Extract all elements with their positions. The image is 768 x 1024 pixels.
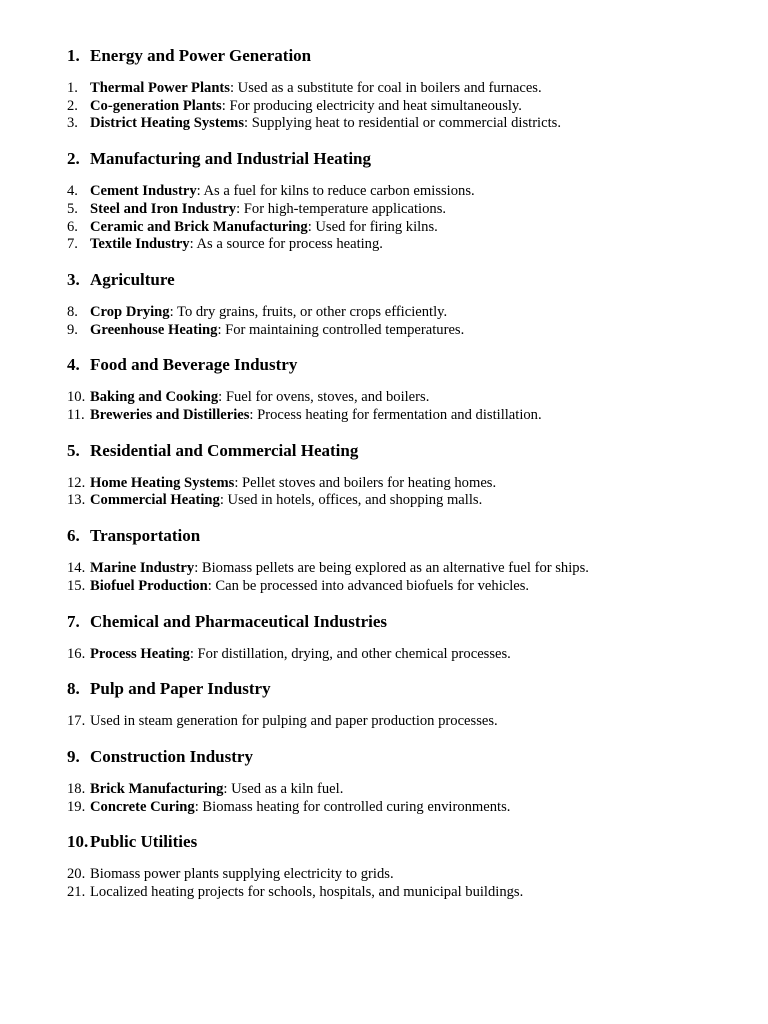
list-item: [67, 492, 728, 510]
item-term: District Heating Systems: [90, 115, 245, 132]
item-term: Breweries and Distilleries: [90, 407, 250, 424]
item-number: 5.: [67, 200, 78, 217]
list-item: [67, 322, 728, 340]
item-term: Greenhouse Heating: [90, 321, 218, 338]
list-item: [67, 713, 728, 731]
section-number: 8.: [67, 679, 80, 699]
section-title: Residential and Commercial Heating: [90, 440, 359, 460]
section-number: 9.: [67, 746, 80, 766]
item-text: : Pellet stoves and boilers for heating homes.: [234, 474, 497, 491]
item-text: : For producing electricity and heat simultaneously.: [221, 97, 522, 114]
item-term: Cement Industry: [90, 183, 197, 200]
list-item: [67, 304, 728, 322]
item-term: Brick Manufacturing: [90, 780, 224, 797]
section-number: 2.: [67, 149, 80, 169]
item-number: 20.: [67, 866, 86, 883]
item-number: 8.: [67, 303, 78, 320]
item-number: 15.: [67, 577, 86, 594]
item-text: : Process heating for fermentation and distillation.: [249, 407, 542, 424]
list-item: [67, 236, 728, 254]
section-chemical-pharma: [67, 611, 728, 664]
item-term: Home Heating Systems: [90, 474, 235, 491]
item-text: Used in steam generation for pulping and paper production processes.: [90, 713, 498, 730]
section-heading: [67, 354, 728, 376]
list-item: [67, 866, 728, 884]
section-energy: [67, 45, 728, 133]
item-term: Co-generation Plants: [90, 97, 222, 114]
item-text: : Biomass heating for controlled curing environments.: [194, 798, 511, 815]
item-term: Ceramic and Brick Manufacturing: [90, 218, 308, 235]
item-number: 2.: [67, 97, 78, 114]
item-number: 1.: [67, 80, 78, 96]
section-transportation: [67, 525, 728, 595]
item-text: : For high-temperature applications.: [236, 200, 447, 217]
section-title: Chemical and Pharmaceutical Industries: [90, 611, 388, 631]
section-heading: [67, 831, 728, 853]
item-number: 4.: [67, 183, 78, 200]
list-item: [67, 578, 728, 596]
list-item: [67, 560, 728, 578]
section-public-utilities: [67, 831, 728, 901]
item-number: 11.: [67, 407, 85, 424]
item-number: 19.: [67, 798, 86, 815]
item-text: : Used for firing kilns.: [307, 218, 438, 235]
section-heading: [67, 440, 728, 462]
item-number: 16.: [67, 645, 86, 662]
section-number: 6.: [67, 526, 80, 546]
section-heading: [67, 611, 728, 633]
item-number: 12.: [67, 474, 86, 491]
item-term: Thermal Power Plants: [90, 80, 230, 96]
item-number: 14.: [67, 560, 86, 577]
list-item: [67, 80, 728, 98]
item-text: : As a source for process heating.: [189, 236, 383, 253]
section-heading: [67, 525, 728, 547]
item-number: 10.: [67, 389, 86, 406]
item-number: 6.: [67, 218, 78, 235]
item-text: : Used as a kiln fuel.: [223, 780, 344, 797]
section-manufacturing: [67, 148, 728, 254]
item-term: Textile Industry: [90, 236, 190, 253]
item-term: Crop Drying: [90, 303, 170, 320]
list-item: [67, 646, 728, 664]
item-text: : Used as a substitute for coal in boilers and furnaces.: [229, 80, 542, 96]
item-term: Baking and Cooking: [90, 389, 219, 406]
list-item: [67, 98, 728, 116]
item-text: Localized heating projects for schools, hospitals, and municipal buildings.: [90, 884, 524, 901]
section-title: Food and Beverage Industry: [90, 355, 298, 375]
section-residential-commercial: [67, 440, 728, 510]
section-title: Energy and Power Generation: [90, 46, 312, 65]
section-number: 5.: [67, 440, 80, 460]
item-term: Concrete Curing: [90, 798, 195, 815]
item-term: Biofuel Production: [90, 577, 208, 594]
section-construction: [67, 746, 728, 816]
section-title: Agriculture: [90, 269, 175, 289]
item-term: Commercial Heating: [90, 492, 220, 509]
section-number: 1.: [67, 46, 80, 65]
item-text: : For distillation, drying, and other chemical processes.: [189, 645, 511, 662]
section-title: Manufacturing and Industrial Heating: [90, 149, 372, 169]
item-text: : As a fuel for kilns to reduce carbon emissions.: [196, 183, 475, 200]
section-title: Pulp and Paper Industry: [90, 679, 271, 699]
item-number: 13.: [67, 492, 86, 509]
section-number: 3.: [67, 269, 80, 289]
item-term: Steel and Iron Industry: [90, 200, 237, 217]
section-title: Transportation: [90, 526, 201, 546]
list-item: [67, 407, 728, 425]
item-text: : Fuel for ovens, stoves, and boilers.: [218, 389, 430, 406]
item-text: : Biomass pellets are being explored as an alternative fuel for ships.: [194, 560, 589, 577]
section-heading: [67, 678, 728, 700]
section-heading: [67, 746, 728, 768]
section-heading: [67, 148, 728, 170]
section-food-beverage: [67, 354, 728, 424]
list-item: [67, 884, 728, 902]
item-number: 17.: [67, 713, 86, 730]
section-agriculture: [67, 269, 728, 339]
list-item: [67, 781, 728, 799]
list-item: [67, 799, 728, 817]
item-text: : To dry grains, fruits, or other crops efficiently.: [169, 303, 448, 320]
section-number: 4.: [67, 355, 80, 375]
item-number: 7.: [67, 236, 78, 253]
item-text: : Used in hotels, offices, and shopping malls.: [219, 492, 483, 509]
section-pulp-paper: [67, 678, 728, 731]
item-text: Biomass power plants supplying electricity to grids.: [90, 866, 394, 883]
section-title: Public Utilities: [90, 832, 198, 852]
list-item: [67, 389, 728, 407]
list-item: [67, 219, 728, 237]
section-title: Construction Industry: [90, 746, 253, 766]
list-item: [67, 201, 728, 219]
list-item: [67, 183, 728, 201]
item-number: 3.: [67, 115, 78, 132]
list-item: [67, 115, 728, 133]
section-heading: [67, 269, 728, 291]
item-number: 9.: [67, 321, 78, 338]
item-text: : For maintaining controlled temperatures.: [217, 321, 465, 338]
section-heading: [67, 45, 728, 67]
item-term: Process Heating: [90, 645, 190, 662]
item-text: : Supplying heat to residential or commercial districts.: [244, 115, 561, 132]
section-number: 7.: [67, 611, 80, 631]
item-number: 21.: [67, 884, 86, 901]
section-number: 10.: [67, 832, 89, 852]
list-item: [67, 475, 728, 493]
item-text: : Can be processed into advanced biofuels for vehicles.: [207, 577, 530, 594]
item-number: 18.: [67, 780, 86, 797]
item-term: Marine Industry: [90, 560, 195, 577]
